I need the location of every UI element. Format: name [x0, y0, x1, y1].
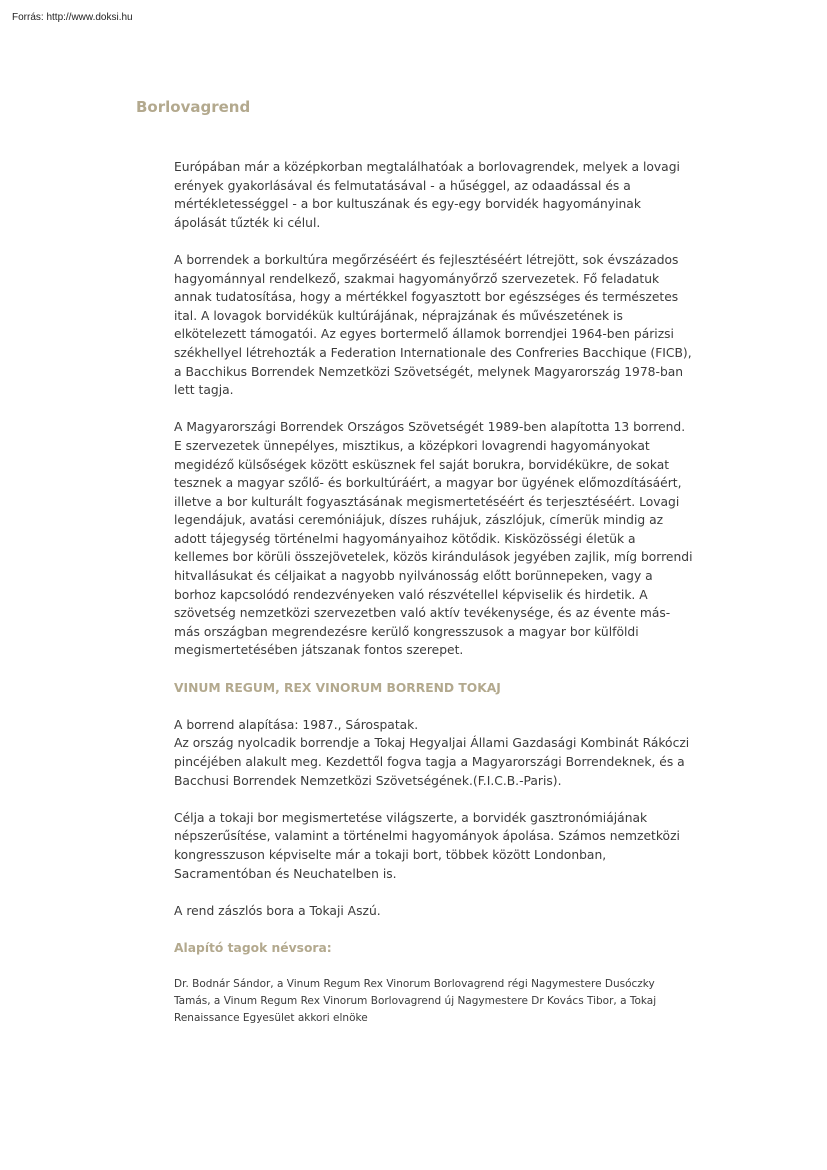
founding-block: [174, 716, 694, 790]
page-title: Borlovagrend: [136, 98, 251, 116]
source-label: Forrás: http://www.doksi.hu: [12, 12, 133, 23]
document-body: [174, 158, 694, 1046]
section-title: VINUM REGUM, REX VINORUM BORREND TOKAJ: [174, 680, 501, 695]
paragraph-goal: Célja a tokaji bor megismertetése világszerte, a borvidék gasztronómiájának népszerűsítése, valamint a történelmi hagyományok ápolása. Számos nemzetközi kongresszuson képviselte már a tokaji bort, többek között Londonban, Sacramentóban és Neuchatelben is.: [174, 810, 680, 881]
paragraph-intro: Európában már a középkorban megtalálhatóak a borlovagrendek, melyek a lovagi erények gyakorlásával és felmutatásával - a hűséggel, az odaadással és a mértékletességgel - a bor kultuszának és egy-egy borvidék hagyományinak ápolását tűzték ki célul.: [174, 160, 680, 230]
founders-title: Alapító tagok névsora:: [174, 940, 332, 955]
paragraph-szovetseg: A Magyarországi Borrendek Országos Szövetségét 1989-ben alapította 13 borrend. E szervezetek ünnepélyes, misztikus, a középkori lovagrendi hagyományokat megidéző külsőségek között esküsznek fel saját borukra, borvidékükre, de sokat tesznek a magyar szőlő- és borkultúráért, a magyar bor ügyének előmozdításáért, illetve a bor kulturált fogyasztásának megismertetéséért és terjesztéséért. Lovagi legendájuk, avatási ceremóniájuk, díszes ruhájuk, zászlójuk, címerük mindig az adott tájegység történelmi hagyományaihoz kötődik. Kisközösségi életük a kellemes bor körüli összejövetelek, közös kirándulások jegyében zajlik, míg borrendi hitvallásukat és céljaikat a nagyobb nyilvánosság előtt borünnepeken, vagy a borhoz kapcsolódó rendezvényeken való részvétellel képviselik és hirdetik. A szövetség nemzetközi szervezetben való aktív tevékenysége, és az évente más-más országban megrendezésre kerülő kongresszusok a magyar bor külföldi megismertetésében játszanak fontos szerepet.: [174, 420, 693, 658]
paragraph-borrendek: A borrendek a borkultúra megőrzéséért és fejlesztéséért létrejött, sok évszázados hagyománnyal rendelkező, szakmai hagyományőrző szervezetek. Fő feladatuk annak tudatosítása, hogy a mértékkel fogyasztott bor egészséges és természetes ital. A lovagok borvidékük kultúrájának, néprajzának és művészetének is elkötelezett támogatói. Az egyes bortermelő államok borrendjei 1964-ben párizsi székhellyel létrehozták a Federation Internationale des Confreries Bacchique (FICB), a Bacchikus Borrendek Nemzetközi Szövetségét, melynek Magyarország 1978-ban lett tagja.: [174, 252, 692, 398]
founding-description: Az ország nyolcadik borrendje a Tokaj Hegyaljai Állami Gazdasági Kombinát Rákóczi pincéjében alakult meg. Kezdettől fogva tagja a Magyarországi Borrendeknek, és a Bacchusi Borrendek Nemzetközi Szövetségének.(F.I.C.B.-Paris).: [174, 736, 690, 788]
founders-list: Dr. Bodnár Sándor, a Vinum Regum Rex Vinorum Borlovagrend régi Nagymestere Dusóczky Tamás, a Vinum Regum Rex Vinorum Borlovagrend új Nagymestere Dr Kovács Tibor, a Tokaj Renaissance Egyesület akkori elnöke: [174, 978, 657, 1025]
founding-date: A borrend alapítása: 1987., Sárospatak.: [174, 717, 419, 732]
paragraph-flagship: A rend zászlós bora a Tokaji Aszú.: [174, 903, 381, 918]
